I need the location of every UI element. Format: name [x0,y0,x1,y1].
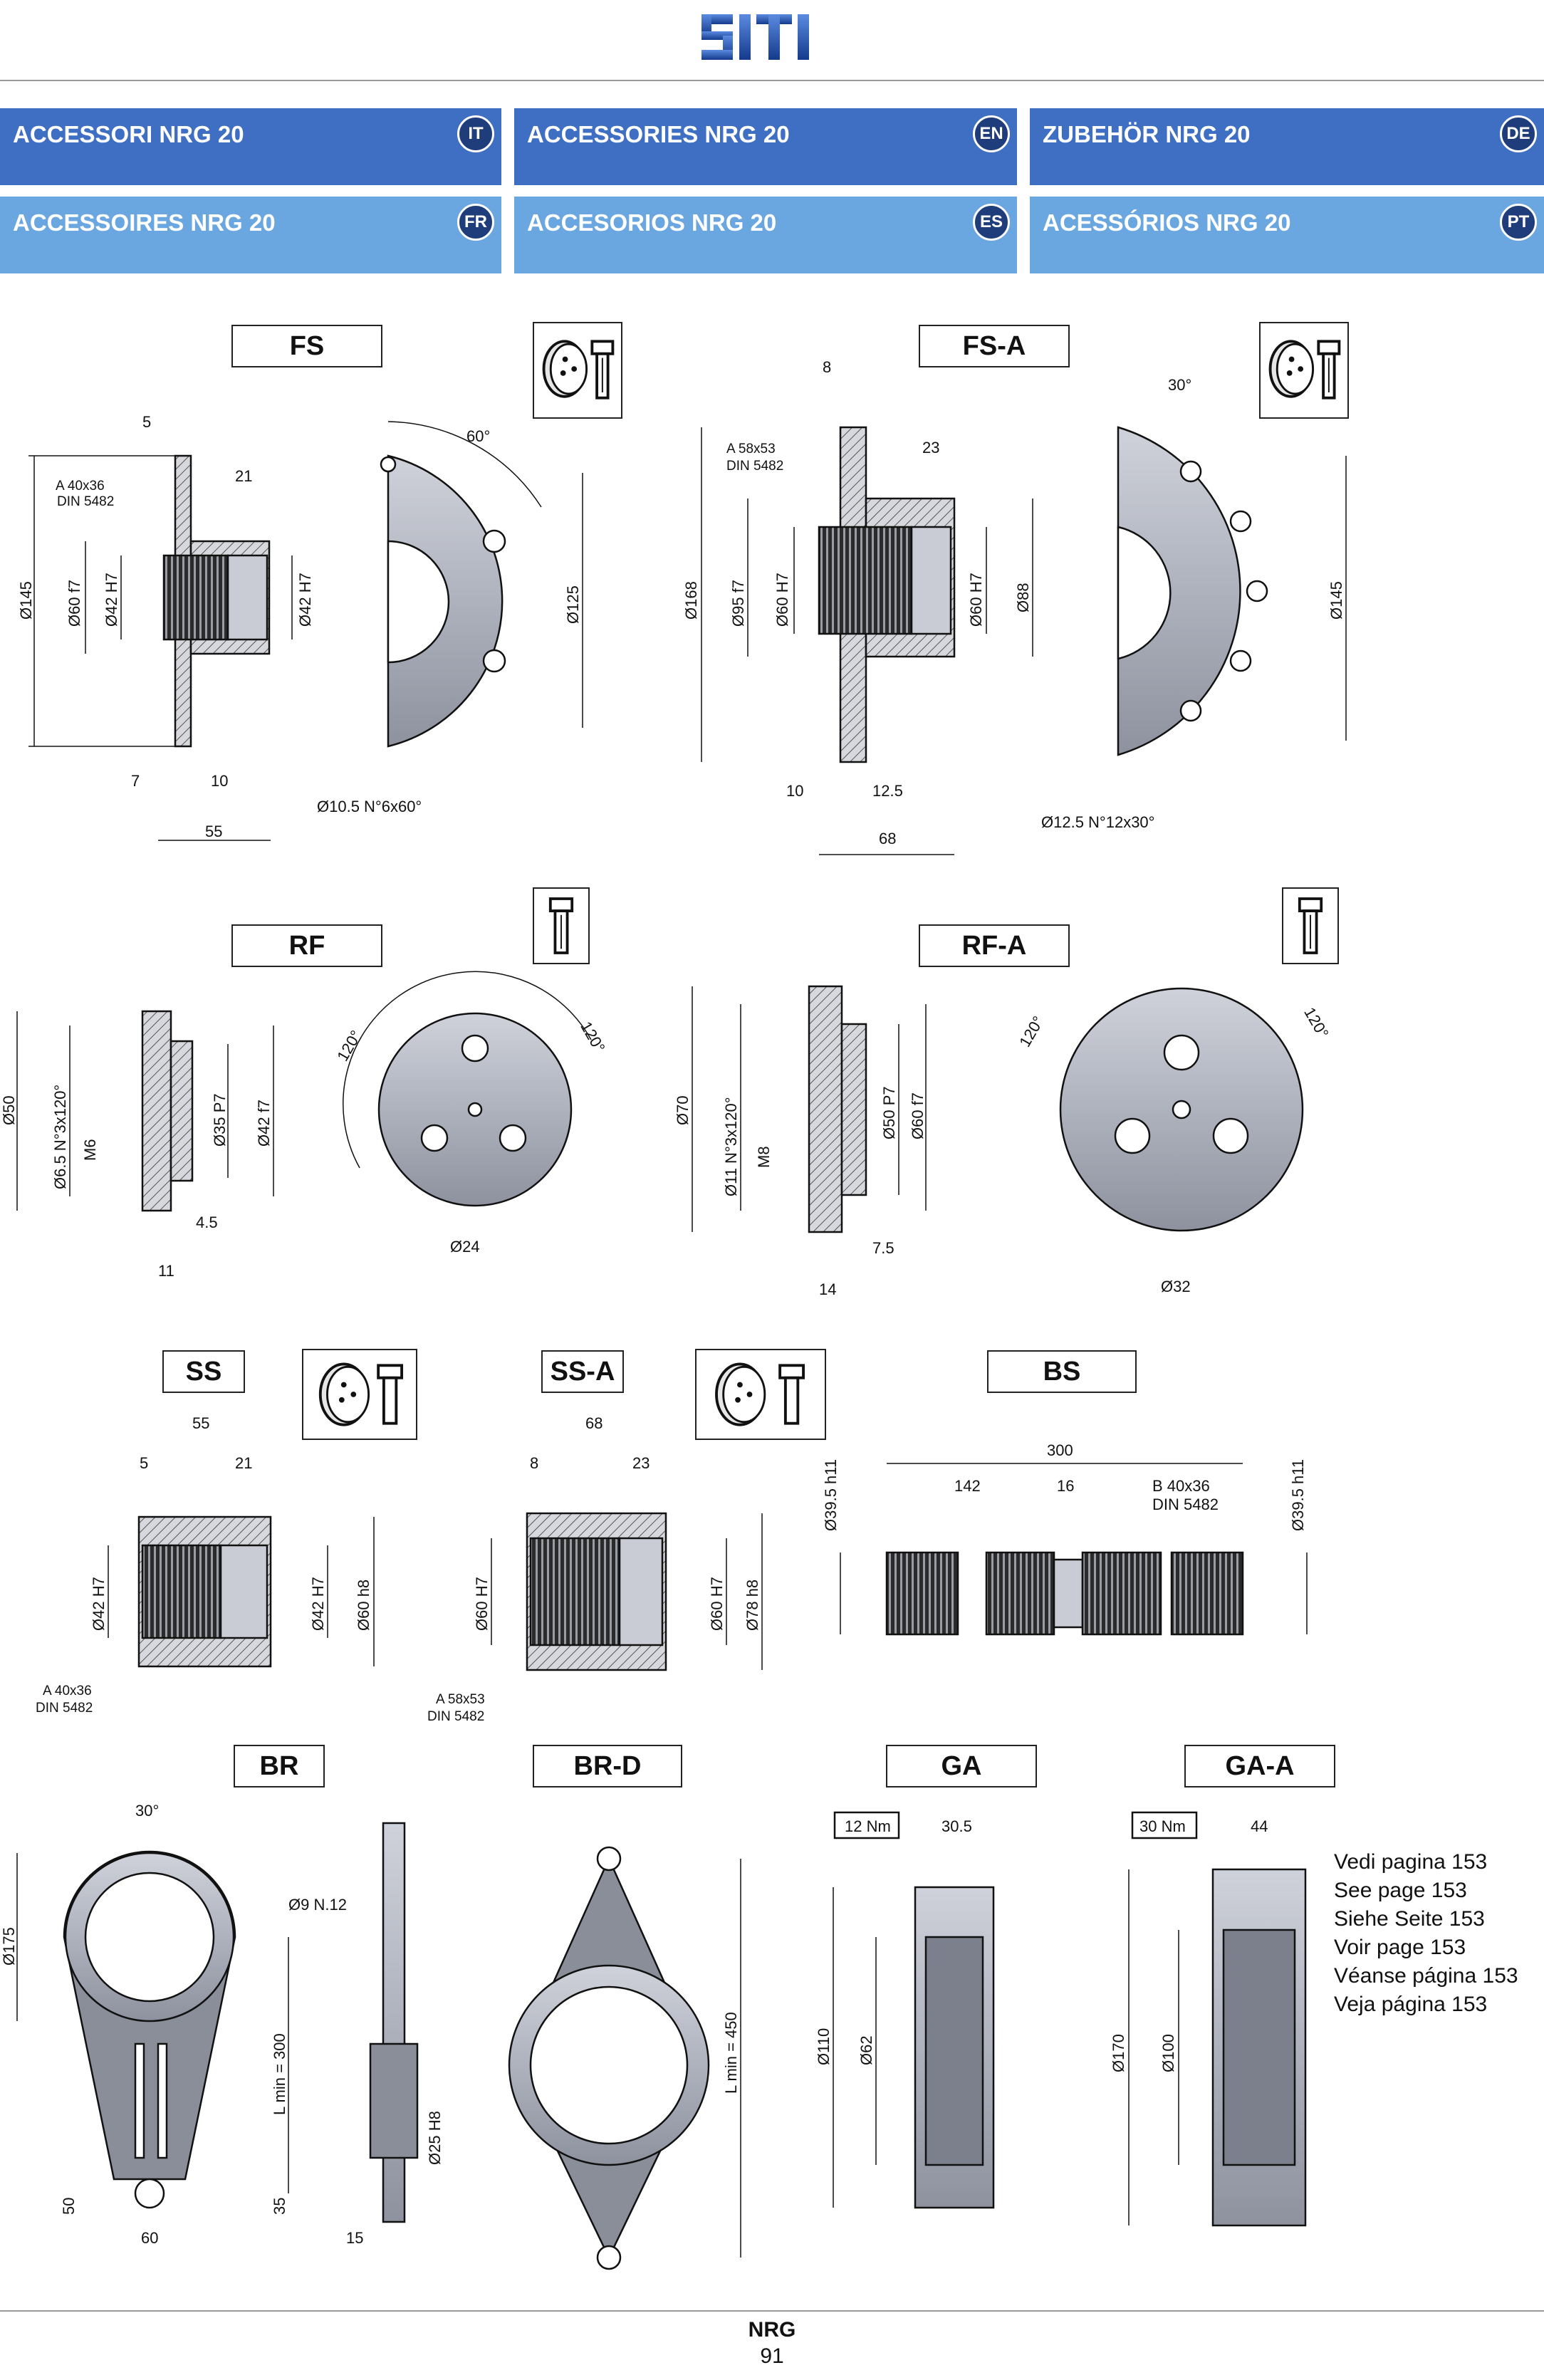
header-label: ACCESORIOS NRG 20 [527,209,777,236]
dim-label: 68 [585,1414,603,1432]
dim-label: Ø24 [450,1238,480,1256]
dim-label: Ø42 H7 [309,1577,327,1631]
page-reference-list [1334,1848,1518,2019]
dim-label: 7 [131,772,140,790]
dim-label: 8 [530,1454,539,1472]
page-number: 91 [760,2344,784,2368]
dim-label: Ø39.5 h11 [1289,1458,1307,1531]
dim-label: 35 [271,2197,288,2215]
dim-label: Ø110 [815,2027,833,2065]
title-bs: BS [987,1350,1137,1393]
dim-label: Ø11 N°3x120° [722,1097,740,1196]
dim-label: DIN 5482 [726,459,784,474]
dim-label: 16 [1057,1477,1075,1495]
dim-label: 12 Nm [845,1817,891,1835]
dim-label: 55 [192,1414,210,1432]
dim-label: 10 [211,772,229,790]
dim-label: DIN 5482 [36,1701,93,1716]
dim-label: Ø6.5 N°3x120° [51,1084,69,1189]
dim-label: Ø42 H7 [90,1577,108,1631]
title-ssa: SS-A [541,1350,624,1393]
dim-label: Ø175 [0,1927,18,1966]
dim-label: 10 [786,782,804,800]
dim-label: 30° [1168,376,1192,394]
dim-label: DIN 5482 [1152,1496,1219,1513]
dim-label: Ø60 h8 [355,1579,372,1631]
dim-label: M6 [81,1139,99,1161]
page-reference: Siehe Seite 153 [1334,1907,1485,1931]
dim-label: Ø60 f7 [909,1092,927,1139]
dim-label: Ø70 [674,1095,692,1125]
dim-label: 142 [954,1477,981,1495]
dim-label: A 58x53 [726,442,776,456]
dim-label: Ø42 f7 [255,1099,273,1147]
title-rfa: RF-A [919,924,1070,967]
dim-label: DIN 5482 [427,1709,485,1724]
dim-label: Ø168 [682,581,700,620]
page-reference: Veja página 153 [1334,1993,1488,2016]
dim-label: Ø60 H7 [708,1577,726,1631]
dim-label: Ø95 f7 [729,579,747,627]
dim-label: Ø125 [564,585,582,624]
dim-label: 21 [235,1454,253,1472]
header-label: ACCESSOIRES NRG 20 [13,209,276,236]
dim-label: 23 [632,1454,650,1472]
header-label: ACESSÓRIOS NRG 20 [1043,209,1291,236]
title-fs: FS [231,325,382,367]
dim-label: 5 [140,1454,149,1472]
dim-label: Ø12.5 N°12x30° [1041,813,1155,831]
lang-badge-fr: FR [457,204,494,241]
dim-label: 120° [333,1027,365,1065]
dim-label: B 40x36 [1152,1477,1210,1495]
dim-label: L min = 450 [722,2012,740,2094]
dim-label: Ø170 [1110,2034,1127,2072]
dim-label: 12.5 [872,782,903,800]
dim-label: 68 [879,830,897,847]
dim-label: Ø42 H7 [296,573,314,627]
dim-label: Ø88 [1014,583,1032,612]
dim-label: 21 [235,467,253,485]
lang-badge-pt: PT [1500,204,1537,241]
dim-label: 30.5 [941,1817,972,1835]
dim-label: 120° [1300,1004,1332,1042]
dim-label: 30° [135,1802,160,1820]
dim-label: Ø25 H8 [426,2111,444,2165]
title-brd: BR-D [533,1745,682,1787]
dim-label: Ø145 [1327,581,1345,620]
page-reference: Voir page 153 [1334,1936,1466,1959]
bottom-rule [0,2310,1544,2312]
dim-label: 23 [922,439,940,456]
dim-label: 30 Nm [1139,1817,1186,1835]
dim-label: 4.5 [196,1214,218,1231]
dim-label: DIN 5482 [57,494,115,509]
dim-label: Ø78 h8 [744,1579,761,1631]
footer-section: NRG [748,2318,796,2342]
dim-label: Ø60 H7 [773,573,791,627]
dim-label: 5 [142,413,152,431]
dim-label: A 58x53 [436,1692,485,1707]
header-label: ZUBEHÖR NRG 20 [1043,121,1251,147]
dim-label: 7.5 [872,1239,894,1257]
dim-label: 60° [466,427,491,445]
dim-label: Ø32 [1161,1278,1191,1295]
dim-label: 44 [1251,1817,1268,1835]
dim-label: 55 [205,823,223,840]
dim-label: 15 [346,2229,364,2247]
dim-label: Ø60 f7 [66,579,83,627]
dim-label: L min = 300 [271,2033,288,2115]
dim-label: Ø50 [0,1095,18,1125]
title-ga: GA [886,1745,1037,1787]
dim-label: Ø42 H7 [103,573,120,627]
title-gaa: GA-A [1184,1745,1335,1787]
dim-label: 11 [158,1262,174,1280]
title-rf: RF [231,924,382,967]
header-label: ACCESSORIES NRG 20 [527,121,790,147]
dim-label: Ø60 H7 [473,1577,491,1631]
title-fsa: FS-A [919,325,1070,367]
dim-label: Ø39.5 h11 [822,1458,840,1531]
dim-label: 120° [1016,1013,1048,1050]
dim-label: Ø62 [857,2035,875,2065]
dim-label: 50 [60,2197,78,2215]
page-reference: Véanse página 153 [1334,1964,1518,1988]
dim-label: Ø60 H7 [967,573,985,627]
lang-badge-en: EN [973,115,1010,152]
lang-badge-es: ES [973,204,1010,241]
dim-label: M8 [755,1146,773,1168]
dim-label: Ø10.5 N°6x60° [317,798,422,815]
dim-label: Ø35 P7 [211,1093,229,1147]
dim-label: 60 [141,2229,159,2247]
page-reference: See page 153 [1334,1879,1467,1902]
dim-label: A 40x36 [43,1684,92,1698]
lang-badge-de: DE [1500,115,1537,152]
dim-label: A 40x36 [56,479,105,494]
dim-label: 300 [1047,1441,1073,1459]
lang-badge-it: IT [457,115,494,152]
dim-label: Ø9 N.12 [288,1896,347,1914]
dim-label: 14 [819,1280,837,1298]
title-ss: SS [162,1350,245,1393]
dim-label: Ø145 [17,581,35,620]
dim-label: 120° [577,1018,609,1056]
page-reference: Vedi pagina 153 [1334,1850,1488,1874]
dim-label: Ø100 [1159,2034,1177,2072]
dim-label: Ø50 P7 [880,1086,898,1139]
dim-label: 8 [823,358,832,376]
title-br: BR [234,1745,325,1787]
header-label: ACCESSORI NRG 20 [13,121,244,147]
